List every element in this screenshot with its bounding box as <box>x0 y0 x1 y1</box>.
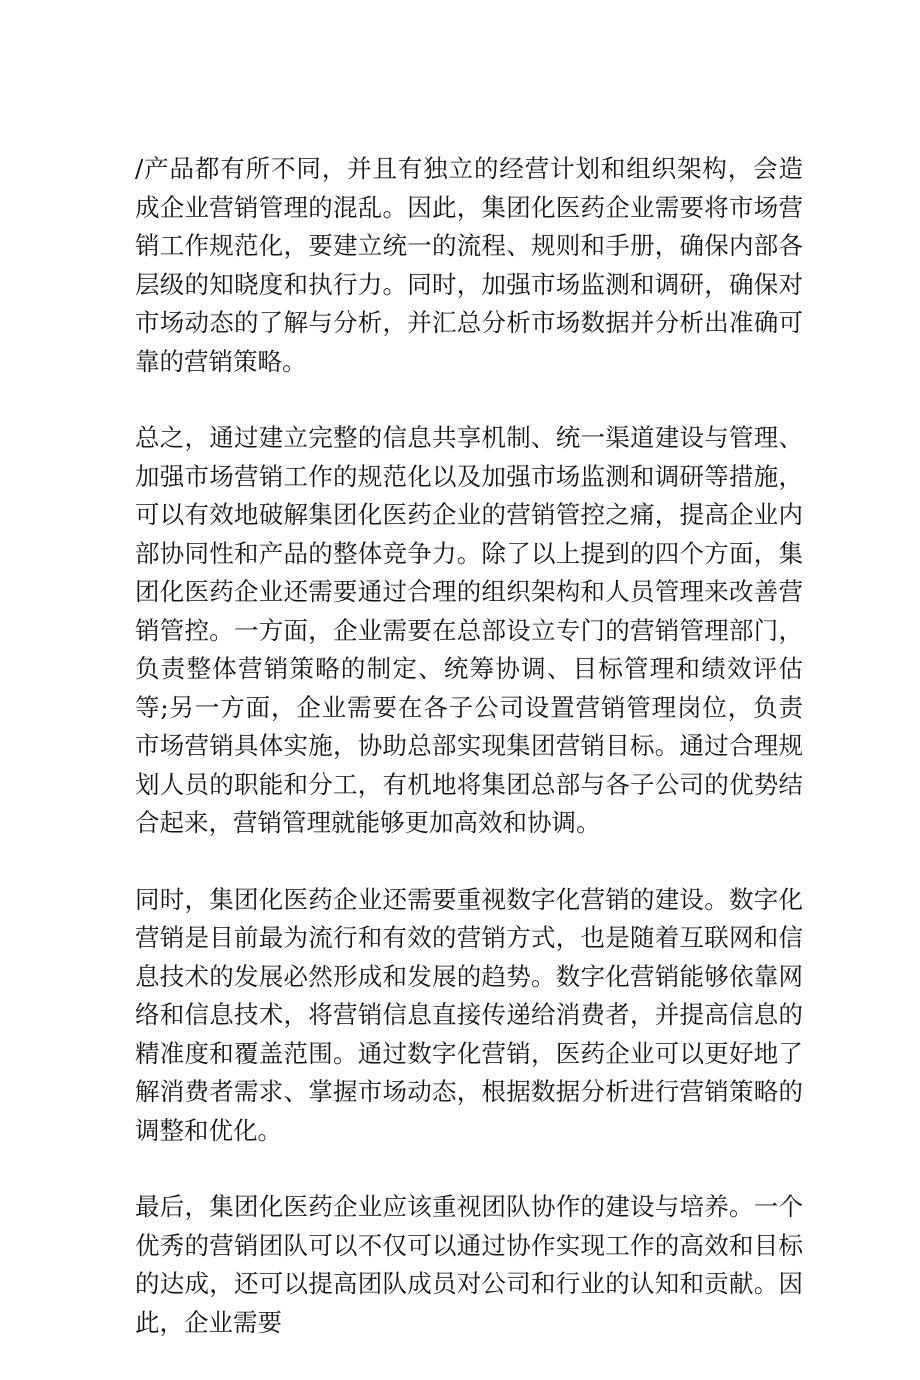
document-body <box>135 150 803 1380</box>
paragraph-4: 最后，集团化医药企业应该重视团队协作的建设与培养。一个优秀的营销团队可以不仅可以通过协作实现工作的高效和目标的达成，还可以提高团队成员对公司和行业的认知和贡献。因此，企业需要 <box>135 1192 803 1337</box>
paragraph-2: 总之，通过建立完整的信息共享机制、统一渠道建设与管理、加强市场营销工作的规范化以及加强市场监测和调研等措施，可以有效地破解集团化医药企业的营销管控之痛，提高企业内部协同性和产品的整体竞争力。除了以上提到的四个方面，集团化医药企业还需要通过合理的组织架构和人员管理来改善营销管控。一方面，企业需要在总部设立专门的营销管理部门，负责整体营销策略的制定、统筹协调、目标管理和绩效评估等;另一方面，企业需要在各子公司设置营销管理岗位，负责市场营销具体实施，协助总部实现集团营销目标。通过合理规划人员的职能和分工，有机地将集团总部与各子公司的优势结合起来，营销管理就能够更加高效和协调。 <box>135 423 803 837</box>
paragraph-3: 同时，集团化医药企业还需要重视数字化营销的建设。数字化营销是目前最为流行和有效的营销方式，也是随着互联网和信息技术的发展必然形成和发展的趋势。数字化营销能够依靠网络和信息技术，将营销信息直接传递给消费者，并提高信息的精准度和覆盖范围。通过数字化营销，医药企业可以更好地了解消费者需求、掌握市场动态，根据数据分析进行营销策略的调整和优化。 <box>135 884 803 1145</box>
paragraph-1: /产品都有所不同，并且有独立的经营计划和组织架构，会造成企业营销管理的混乱。因此，集团化医药企业需要将市场营销工作规范化，要建立统一的流程、规则和手册，确保内部各层级的知晓度和执行力。同时，加强市场监测和调研，确保对市场动态的了解与分析，并汇总分析市场数据并分析出准确可靠的营销策略。 <box>135 154 803 376</box>
